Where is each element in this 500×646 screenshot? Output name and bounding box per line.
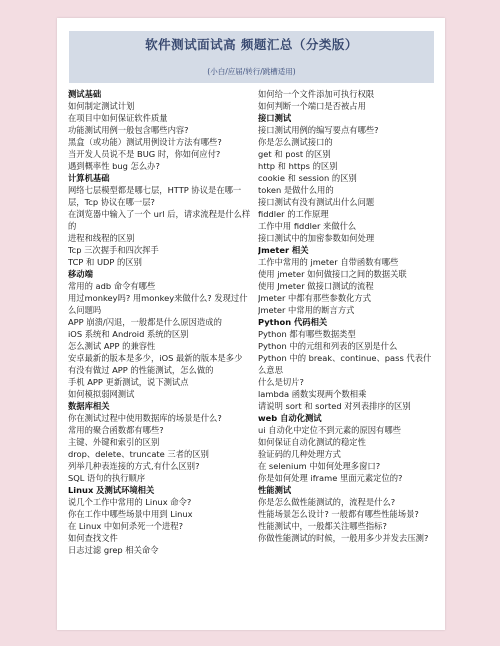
question-item: Tcp 三次握手和四次挥手 [68, 245, 159, 255]
question-item: 接口测试有没有测试出什么问题 [258, 197, 375, 207]
question-item: 验证码的几种处理方式 [258, 449, 341, 459]
section-heading: web 自动化测试 [258, 413, 322, 423]
question-item: 工作中常用的 jmeter 自带函数有哪些 [258, 257, 399, 267]
question-item: 你是怎么测试接口的 [258, 137, 333, 147]
question-item: 主键、外键和索引的区别 [68, 437, 160, 447]
question-item: ui 自动化中定位不到元素的原因有哪些 [258, 425, 401, 435]
question-item: fiddler 的工作原理 [258, 209, 329, 219]
question-item: 什么是切片? [258, 377, 304, 387]
question-item: 在项目中如何保证软件质量 [68, 113, 168, 123]
question-item: 安卓最新的版本是多少，iOS 最新的版本是多少 [68, 353, 243, 363]
question-item: drop、delete、truncate 三者的区别 [68, 449, 209, 459]
question-item: 你是如何处理 iframe 里面元素定位的? [258, 473, 403, 483]
question-item: 使用 Jmeter 做接口测试的流程 [258, 281, 374, 291]
question-item: 如何给一个文件添加可执行权限 [258, 89, 375, 99]
question-item: Python 中的元组和列表的区别是什么 [258, 341, 398, 351]
question-item: cookie 和 session 的区别 [258, 173, 357, 183]
question-item: 接口测试用例的编写要点有哪些? [258, 125, 379, 135]
section-heading: 接口测试 [258, 113, 292, 123]
question-item: 遇到概率性 bug 怎么办? [68, 161, 160, 171]
page-title: 软件测试面试高 频题汇总（分类版） [145, 37, 358, 52]
question-item: 你在测试过程中使用数据库的场景是什么? [68, 413, 222, 423]
section-heading: 性能测试 [258, 485, 292, 495]
section-heading: 计算机基础 [68, 173, 110, 183]
question-item: 使用 jmeter 如何做接口之间的数据关联 [258, 269, 407, 279]
question-item: 功能测试用例一般包含哪些内容? [68, 125, 189, 135]
question-item: 性能场景怎么设计? 一般都有哪些性能场景? [258, 509, 419, 519]
question-item: 有没有做过 APP 的性能测试，怎么做的 [68, 365, 214, 375]
question-item: 你做性能测试的时候，一般用多少并发去压测? [258, 533, 429, 543]
question-item: 在浏览器中输入了一个 url 后，请求流程是什么样的 [68, 209, 251, 231]
question-item: http 和 https 的区别 [258, 161, 338, 171]
page-subtitle: (小白/应届/转行/跳槽适用) [207, 67, 296, 76]
question-item: 黑盒（或功能）测试用例设计方法有哪些? [68, 137, 222, 147]
section-heading: 数据库相关 [68, 401, 110, 411]
question-item: 进程和线程的区别 [68, 233, 135, 243]
question-item: 如何判断一个端口是否被占用 [258, 101, 366, 111]
section-heading: Linux 及测试环境相关 [68, 485, 155, 495]
question-item: 当开发人员说不是 BUG 时，你如何应付? [68, 149, 221, 159]
question-item: 说几个工作中常用的 Linux 命令? [68, 497, 192, 507]
question-item: 性能测试中，一般都关注哪些指标? [258, 521, 387, 531]
question-item: 接口测试中的加密参数如何处理 [258, 233, 375, 243]
header-banner [69, 31, 434, 83]
question-item: 用过monkey吗? 用monkey来做什么? 发现过什么问题吗 [68, 293, 248, 315]
question-item: 你在工作中哪些场景中用到 Linux [68, 509, 193, 519]
question-item: 请说明 sort 和 sorted 对列表排序的区别 [258, 401, 411, 411]
question-item: Python 都有哪些数据类型 [258, 329, 356, 339]
question-item: 手机 APP 更新测试，说下测试点 [68, 377, 189, 387]
question-item: SQL 语句的执行顺序 [68, 473, 146, 483]
question-item: 常用的聚合函数都有哪些? [68, 425, 164, 435]
question-item: 日志过滤 grep 相关命令 [68, 545, 159, 555]
section-heading: 测试基础 [68, 89, 102, 99]
section-heading: 移动端 [68, 269, 93, 279]
question-item: get 和 post 的区别 [258, 149, 331, 159]
question-item: 在 Linux 中如何杀死一个进程? [68, 521, 184, 531]
question-item: Jmeter 中常用的断言方式 [258, 305, 355, 315]
question-item: 如何保证自动化测试的稳定性 [258, 437, 366, 447]
question-item: TCP 和 UDP 的区别 [68, 257, 142, 267]
left-question-column [68, 88, 254, 556]
document-page [57, 18, 445, 630]
question-item: 怎么测试 APP 的兼容性 [68, 341, 156, 351]
question-item: Python 中的 break、continue、pass 代表什么意思 [258, 353, 432, 375]
question-item: 网络七层模型都是哪七层，HTTP 协议是在哪一层，Tcp 协议在哪一层? [68, 185, 242, 207]
section-heading: Jmeter 相关 [258, 245, 309, 255]
question-item: 如何查找文件 [68, 533, 118, 543]
question-item: 如何模拟弱网测试 [68, 389, 135, 399]
question-item: token 是做什么用的 [258, 185, 334, 195]
right-question-column [258, 88, 438, 544]
question-item: 列举几种表连接的方式,有什么区别? [68, 461, 200, 471]
question-item: Jmeter 中都有那些参数化方式 [258, 293, 372, 303]
question-item: APP 崩溃/闪退，一般都是什么原因造成的 [68, 317, 222, 327]
question-item: 在 selenium 中如何处理多窗口? [258, 461, 381, 471]
question-item: 常用的 adb 命令有哪些 [68, 281, 156, 291]
question-item: lambda 函数实现两个数相乘 [258, 389, 367, 399]
question-item: 工作中用 fiddler 来做什么 [258, 221, 357, 231]
section-heading: Python 代码相关 [258, 317, 328, 327]
question-item: iOS 系统和 Android 系统的区别 [68, 329, 189, 339]
question-item: 你是怎么做性能测试的，流程是什么? [258, 497, 396, 507]
question-item: 如何制定测试计划 [68, 101, 135, 111]
